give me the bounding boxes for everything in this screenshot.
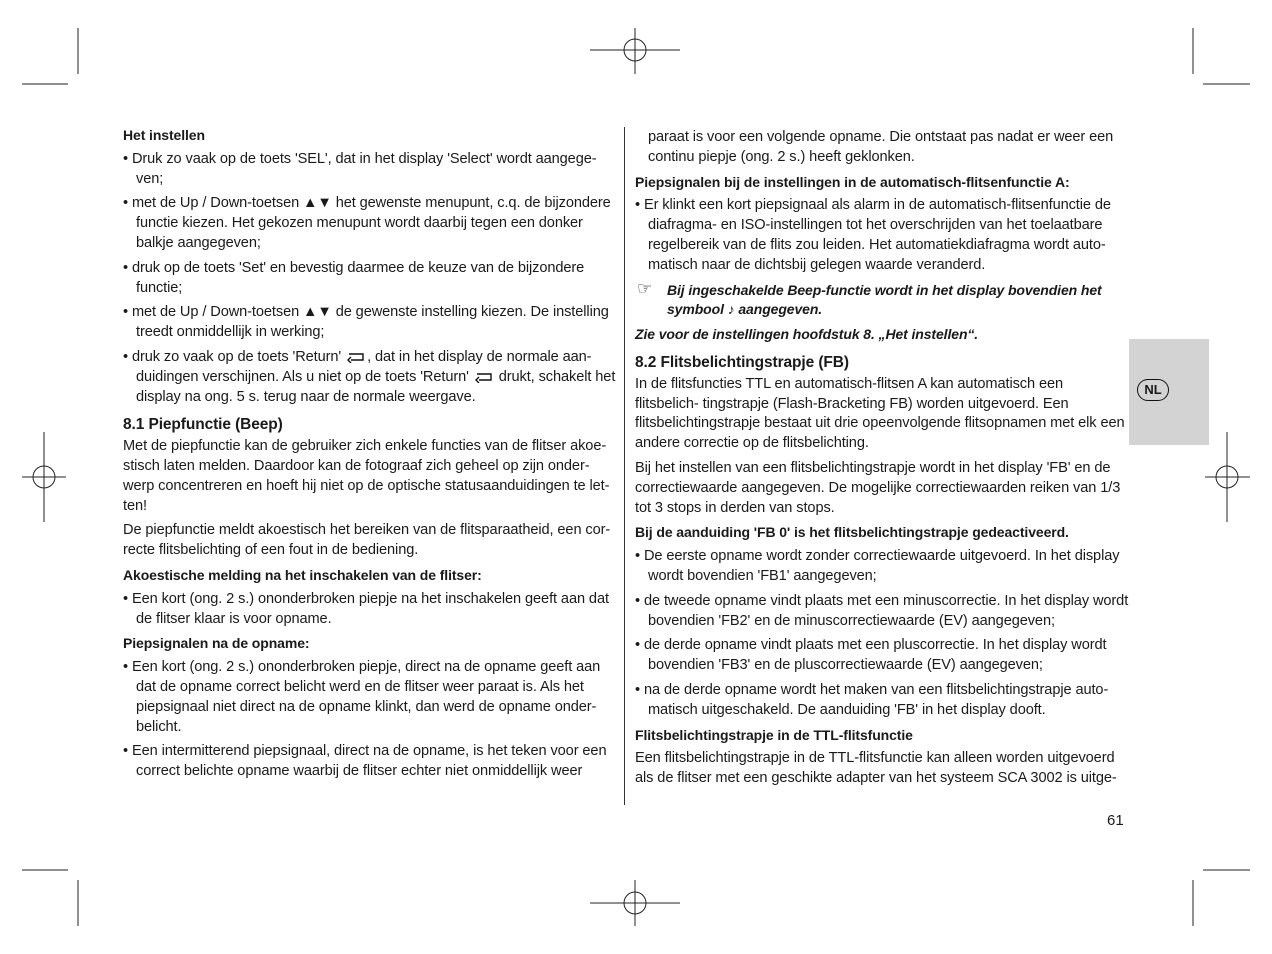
bullet-na-opname-1: • Een kort (ong. 2 s.) ononderbroken piepje, direct na de opname geeft aan dat de opname correct belicht werd en de flitser weer paraat is. Als het piepsignaal niet direct na de opname klinkt, dan werd de opname onder- belicht. xyxy=(123,659,601,735)
bullet-na-opname-2: • Een intermitterend piepsignaal, direct na de opname, is het teken voor een correct belichte opname waarbij de flitser echter niet onmiddellijk weer xyxy=(123,743,607,780)
heading-automatisch: Piepsignalen bij de instellingen in de automatisch-flitsenfunctie A: xyxy=(635,173,1070,190)
continued-text: paraat is voor een volgende opname. Die ontstaat pas nadat er weer een continu piepje (ong. 2 s.) heeft geklonken. xyxy=(648,129,1114,165)
fb-paragraph-2: Bij het instellen van een flitsbelichtingstrapje wordt in het display 'FB' en de correctiewaarde aangegeven. De mogelijke correctiewaarden reiken van 1/3 tot 3 stops in derden van stops. xyxy=(635,459,1121,516)
heading-akoestisch: Akoestische melding na het inschakelen van de flitser: xyxy=(123,566,482,583)
section-title-beep: 8.1 Piepfunctie (Beep) xyxy=(123,416,283,434)
beep-paragraph-2: De piepfunctie meldt akoestisch het bereiken van de flitsparaatheid, een cor- recte flitsbelichting of een fout in de bediening. xyxy=(123,522,611,559)
section-title-fb: 8.2 Flitsbelichtingstrapje (FB) xyxy=(635,353,849,371)
language-badge: NL xyxy=(1137,379,1169,401)
beep-symbol-icon: ♪ xyxy=(727,301,735,318)
see-chapter-note: Zie voor de instellingen hoofdstuk 8. „Het instellen“. xyxy=(635,326,979,343)
left-column xyxy=(123,126,618,787)
bullet-return-text-b: , dat in het display de normale aan- duidingen verschijnen. Als u niet op de toets 'Return' xyxy=(136,348,592,385)
pointing-hand-icon: ☞ xyxy=(637,278,653,298)
bullet-instellen-return xyxy=(123,348,618,407)
beep-note xyxy=(635,278,1130,321)
bullet-instellen-1: • Druk zo vaak op de toets 'SEL', dat in het display 'Select' wordt aangege- ven; xyxy=(123,150,597,187)
note-text-b: aangegeven. xyxy=(734,301,823,318)
column-divider xyxy=(624,127,625,805)
bullet-instellen-3: • druk op de toets 'Set' en bevestig daarmee de keuze van de bijzondere functie; xyxy=(123,259,585,296)
page-number: 61 xyxy=(1107,812,1124,829)
bullet-instellen-2: • met de Up / Down-toetsen ▲▼ het gewenste menupunt, c.q. de bijzondere functie kiezen. Het gekozen menupunt wordt daarbij tegen een donker balkje aangegeven; xyxy=(123,195,611,251)
heading-na-opname: Piepsignalen na de opname: xyxy=(123,635,310,652)
return-icon xyxy=(473,371,495,383)
bullet-instellen-4: • met de Up / Down-toetsen ▲▼ de gewenste instelling kiezen. De instelling treedt onmiddellijk in werking; xyxy=(123,304,609,341)
heading-ttl: Flitsbelichtingstrapje in de TTL-flitsfunctie xyxy=(635,726,913,743)
bullet-fb-1: • De eerste opname wordt zonder correctiewaarde uitgevoerd. In het display wordt bovendien 'FB1' aangegeven; xyxy=(635,548,1120,584)
bullet-fb-4: • na de derde opname wordt het maken van een flitsbelichtingstrapje auto- matisch uitgeschakeld. De aanduiding 'FB' in het display dooft. xyxy=(635,681,1109,718)
bullet-fb-3: • de derde opname vindt plaats met een pluscorrectie. In het display wordt bovendien 'FB3' en de pluscorrectiewaarde (EV) aangegeven; xyxy=(635,637,1107,674)
return-icon xyxy=(345,351,367,363)
right-column xyxy=(635,128,1130,794)
heading-fb0: Bij de aanduiding 'FB 0' is het flitsbelichtingstrapje gedeactiveerd. xyxy=(635,524,1069,541)
ttl-paragraph: Een flitsbelichtingstrapje in de TTL-flitsfunctie kan alleen worden uitgevoerd als de flitser met een geschikte adapter van het systeem SCA 3002 is uitge- xyxy=(635,750,1117,787)
heading-het-instellen: Het instellen xyxy=(123,127,205,143)
bullet-return-text-c: drukt, schakelt het display na ong. 5 s. terug naar de normale weergave. xyxy=(136,368,616,405)
bullet-automatisch: • Er klinkt een kort piepsignaal als alarm in de automatisch-flitsenfunctie de diafragma- en ISO-instellingen tot het overschrijden van het toelaatbare regelbereik van de flits zou leiden. Het automatiekdiafragma wordt auto- matisch naar de dichtsbij gelegen waarde veranderd. xyxy=(635,197,1111,273)
note-text-a: Bij ingeschakelde Beep-functie wordt in het display bovendien het symbool xyxy=(667,281,1102,318)
fb-paragraph-1: In de flitsfuncties TTL en automatisch-flitsen A kan automatisch een flitsbelich- tingstrapje (Flash-Bracketing FB) worden uitgevoerd. Een flitsbelichtingstrapje bestaat uit drie opeenvolgende flitsopnamen met elk een andere correctie op de flitsbelichting. xyxy=(635,375,1125,452)
beep-paragraph-1: Met de piepfunctie kan de gebruiker zich enkele functies van de flitser akoe- stisch laten melden. Daardoor kan de fotograaf zich geheel op zijn onder- werp concentreren en hoeft hij niet op de optische statusaanduidingen te let- ten! xyxy=(123,438,610,514)
bullet-fb-2: • de tweede opname vindt plaats met een minuscorrectie. In het display wordt bovendien 'FB2' en de minuscorrectiewaarde (EV) aangegeven; xyxy=(635,592,1129,629)
bullet-akoestisch: • Een kort (ong. 2 s.) ononderbroken piepje na het inschakelen geeft aan dat de flitser klaar is voor opname. xyxy=(123,590,609,627)
bullet-return-text-a: • druk zo vaak op de toets 'Return' xyxy=(123,348,342,365)
